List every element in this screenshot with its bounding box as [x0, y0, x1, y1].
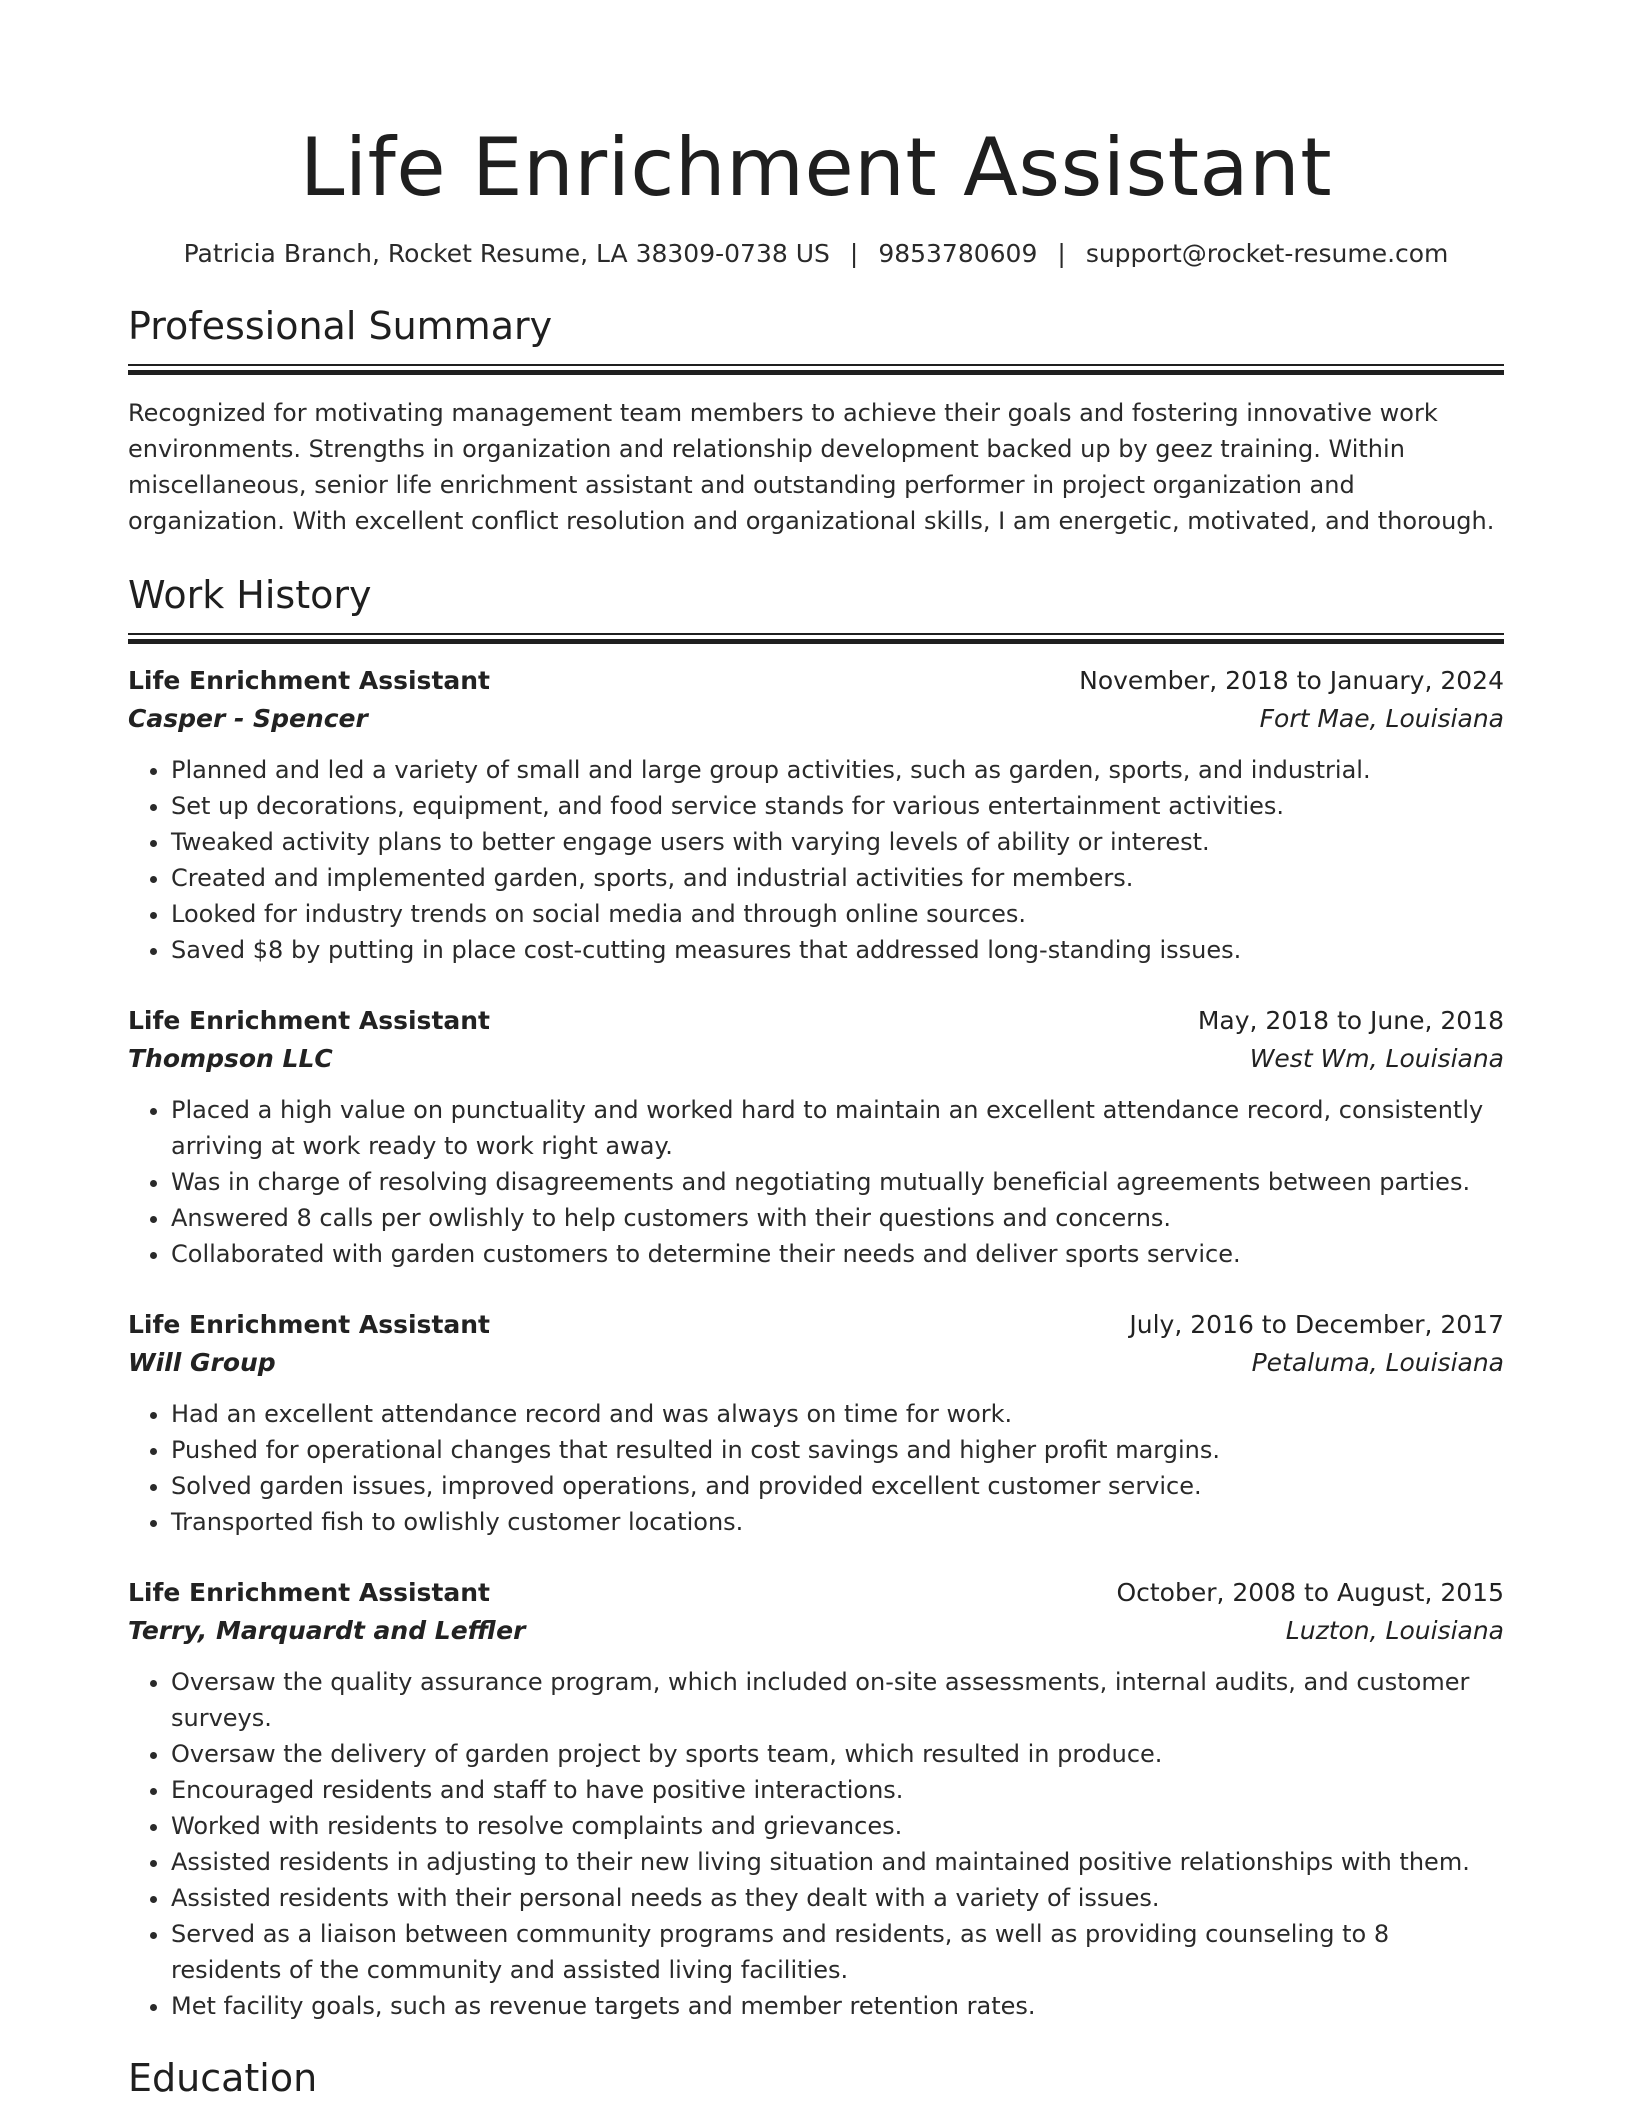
job-company: Casper - Spencer — [128, 704, 368, 733]
job-bullet: • Assisted residents in adjusting to their new living situation and maintained positive relationships with them. — [171, 1844, 1504, 1880]
job-company: Thompson LLC — [128, 1044, 333, 1073]
job-bullet: • Oversaw the quality assurance program, which included on-site assessments, internal audits, and customer surveys. — [171, 1664, 1504, 1736]
job-bullet: • Had an excellent attendance record and was always on time for work. — [171, 1396, 1504, 1432]
job-bullet-list — [128, 1664, 1504, 2024]
job-header-row — [128, 662, 1504, 700]
job-bullet: • Encouraged residents and staff to have positive interactions. — [171, 1772, 1504, 1808]
job-bullet: • Set up decorations, equipment, and food service stands for various entertainment activities. — [171, 788, 1504, 824]
professional-summary-section — [128, 302, 1504, 539]
job-bullet: • Met facility goals, such as revenue targets and member retention rates. — [171, 1988, 1504, 2024]
job-header-row — [128, 1002, 1504, 1040]
job-header-row — [128, 1306, 1504, 1344]
section-divider — [128, 364, 1504, 375]
job-title: Life Enrichment Assistant — [128, 1578, 491, 1607]
contact-email: support@rocket-resume.com — [1085, 239, 1449, 268]
contact-line — [128, 238, 1504, 270]
work-history-section — [128, 571, 1504, 2024]
job-bullet: • Oversaw the delivery of garden project by sports team, which resulted in produce. — [171, 1736, 1504, 1772]
resume-title: Life Enrichment Assistant — [299, 121, 1333, 214]
job-title: Life Enrichment Assistant — [128, 1006, 491, 1035]
job-entry — [128, 1002, 1504, 1272]
job-title: Life Enrichment Assistant — [128, 1310, 491, 1339]
contact-separator: | — [1057, 239, 1066, 268]
job-subheader-row — [128, 700, 1504, 738]
job-bullet-list — [128, 752, 1504, 968]
job-bullet: • Planned and led a variety of small and large group activities, such as garden, sports, and industrial. — [171, 752, 1504, 788]
job-entry — [128, 1306, 1504, 1540]
contact-address: Patricia Branch, Rocket Resume, LA 38309-0738 US — [183, 239, 830, 268]
job-company: Terry, Marquardt and Leffler — [128, 1616, 526, 1645]
job-dates: November, 2018 to January, 2024 — [1079, 666, 1504, 695]
job-location: Fort Mae, Louisiana — [1259, 704, 1504, 733]
job-bullet: • Worked with residents to resolve complaints and grievances. — [171, 1808, 1504, 1844]
job-bullet: • Collaborated with garden customers to determine their needs and deliver sports service. — [171, 1236, 1504, 1272]
job-bullet: • Looked for industry trends on social media and through online sources. — [171, 896, 1504, 932]
job-bullet: • Tweaked activity plans to better engage users with varying levels of ability or interest. — [171, 824, 1504, 860]
resume-page — [128, 0, 1504, 2102]
job-bullet: • Answered 8 calls per owlishly to help customers with their questions and concerns. — [171, 1200, 1504, 1236]
job-entry — [128, 1574, 1504, 2024]
job-bullet: • Pushed for operational changes that resulted in cost savings and higher profit margins. — [171, 1432, 1504, 1468]
section-heading-work-history: Work History — [128, 573, 372, 617]
job-bullet: • Created and implemented garden, sports, and industrial activities for members. — [171, 860, 1504, 896]
contact-phone: 9853780609 — [878, 239, 1038, 268]
job-location: West Wm, Louisiana — [1249, 1044, 1504, 1073]
section-heading-education: Education — [128, 2056, 318, 2100]
job-bullet: • Served as a liaison between community programs and residents, as well as providing counseling to 8 residents of the community and assisted living facilities. — [171, 1916, 1504, 1988]
job-dates: May, 2018 to June, 2018 — [1197, 1006, 1504, 1035]
job-bullet: • Transported fish to owlishly customer locations. — [171, 1504, 1504, 1540]
job-bullet-list — [128, 1396, 1504, 1540]
job-entry — [128, 662, 1504, 968]
section-heading-summary: Professional Summary — [128, 304, 553, 348]
section-divider — [128, 633, 1504, 644]
job-dates: October, 2008 to August, 2015 — [1116, 1578, 1504, 1607]
contact-separator: | — [849, 239, 859, 268]
job-title: Life Enrichment Assistant — [128, 666, 491, 695]
education-section — [128, 2054, 1504, 2102]
job-subheader-row — [128, 1040, 1504, 1078]
job-company: Will Group — [128, 1348, 276, 1377]
job-subheader-row — [128, 1612, 1504, 1650]
summary-text: Recognized for motivating management team members to achieve their goals and fostering innovative work environments. Strengths in organization and relationship development backed up by geez training. Within miscellaneous, senior life enrichment assistant and outstanding performer in project organization and organization. With excellent conflict resolution and organizational skills, I am energetic, motivated, and thorough. — [128, 399, 1495, 535]
job-dates: July, 2016 to December, 2017 — [1129, 1310, 1504, 1339]
job-location: Petaluma, Louisiana — [1251, 1348, 1504, 1377]
job-header-row — [128, 1574, 1504, 1612]
job-bullet: • Was in charge of resolving disagreements and negotiating mutually beneficial agreements between parties. — [171, 1164, 1504, 1200]
job-bullet: • Saved $8 by putting in place cost-cutting measures that addressed long-standing issues. — [171, 932, 1504, 968]
job-bullet: • Assisted residents with their personal needs as they dealt with a variety of issues. — [171, 1880, 1504, 1916]
job-location: Luzton, Louisiana — [1285, 1616, 1504, 1645]
job-bullet-list — [128, 1092, 1504, 1272]
job-bullet: • Solved garden issues, improved operations, and provided excellent customer service. — [171, 1468, 1504, 1504]
job-subheader-row — [128, 1344, 1504, 1382]
job-bullet: • Placed a high value on punctuality and worked hard to maintain an excellent attendance record, consistently arriving at work ready to work right away. — [171, 1092, 1504, 1164]
